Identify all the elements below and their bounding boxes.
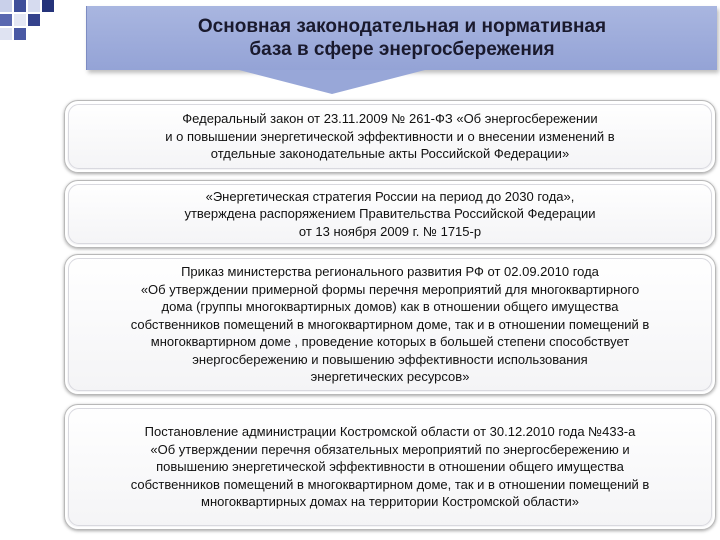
document-line: Постановление администрации Костромской области от 30.12.2010 года №433-а — [144, 424, 636, 440]
document-box-federal-law — [64, 100, 716, 173]
document-box-regional-resolution — [64, 404, 716, 530]
title-line-1: Основная законодательная и нормативная — [197, 16, 607, 37]
decorative-corner-squares — [0, 0, 62, 48]
document-line: дома (группы многоквартирных домов) как в отношении общего имущества — [161, 299, 619, 315]
document-line: «Энергетическая стратегия России на период до 2030 года», — [205, 188, 575, 204]
document-line: отдельные законодательные акты Российской Федерации» — [210, 146, 570, 162]
document-line: многоквартирном доме , проведение которых в большей степени способствует — [150, 334, 630, 350]
document-line: утверждена распоряжением Правительства Российской Федерации — [184, 206, 596, 222]
document-line: Федеральный закон от 23.11.2009 № 261-ФЗ «Об энергосбережении — [182, 111, 598, 127]
document-box-ministry-order — [64, 254, 716, 395]
document-line: «Об утверждении примерной формы перечня мероприятий для многоквартирного — [140, 281, 640, 297]
title-arrow-shape — [239, 70, 425, 94]
document-line: собственников помещений в многоквартирном доме, так и в отношении помещений в — [130, 316, 650, 332]
document-box-energy-strategy — [64, 180, 716, 248]
document-line: «Об утверждении перечня обязательных мероприятий по энергосбережению и — [150, 441, 630, 457]
title-line-2: база в сфере энергосбережения — [249, 39, 555, 60]
document-line: многоквартирных домах на территории Костромской области» — [201, 494, 579, 510]
document-line: энергетических ресурсов» — [310, 369, 470, 385]
document-line: от 13 ноября 2009 г. № 1715-р — [298, 223, 482, 239]
page-title — [86, 6, 717, 70]
document-line: собственников помещений в многоквартирном доме, так и в отношении помещений в — [130, 476, 650, 492]
document-line: и о повышении энергетической эффективности и о внесении изменений в — [165, 128, 615, 144]
document-line: повышению энергетической эффективности в отношении общего имущества — [156, 459, 624, 475]
document-line: Приказ министерства регионального развития РФ от 02.09.2010 года — [181, 264, 599, 280]
document-line: энергосбережению и повышению эффективности использования — [192, 351, 588, 367]
